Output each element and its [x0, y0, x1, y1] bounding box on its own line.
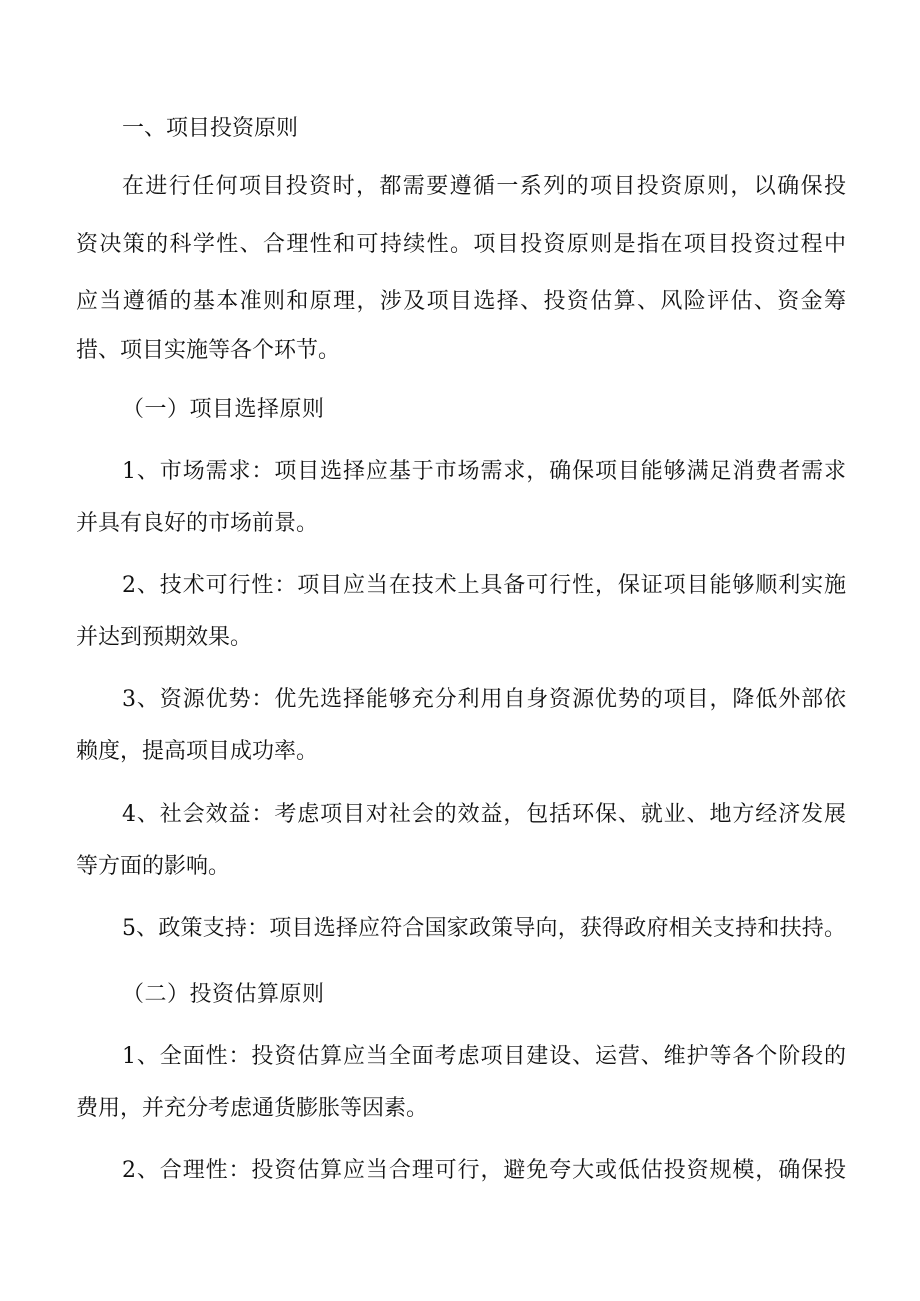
section-heading: 一、项目投资原则 — [122, 116, 299, 141]
paragraph-line: 费用，并充分考虑通货膨胀等因素。 — [76, 1096, 429, 1121]
paragraph-line: 1、全面性：投资估算应当全面考虑项目建设、运营、维护等各个阶段的 — [122, 1044, 846, 1069]
paragraph-line: 1、市场需求：项目选择应基于市场需求，确保项目能够满足消费者需求 — [122, 459, 846, 484]
paragraph-line: 2、合理性：投资估算应当合理可行，避免夸大或低估投资规模，确保投 — [122, 1158, 846, 1183]
paragraph-line: 应当遵循的基本准则和原理，涉及项目选择、投资估算、风险评估、资金筹 — [76, 289, 846, 314]
paragraph-line: 4、社会效益：考虑项目对社会的效益，包括环保、就业、地方经济发展 — [122, 802, 846, 827]
paragraph-line: 在进行任何项目投资时，都需要遵循一系列的项目投资原则，以确保投 — [122, 174, 846, 199]
paragraph-line: 资决策的科学性、合理性和可持续性。项目投资原则是指在项目投资过程中 — [76, 232, 846, 257]
paragraph-line: 并具有良好的市场前景。 — [76, 511, 319, 536]
paragraph-line: 赖度，提高项目成功率。 — [76, 739, 319, 764]
paragraph-line: 措、项目实施等各个环节。 — [76, 338, 341, 363]
subsection-title: （二）投资估算原则 — [122, 982, 325, 1007]
paragraph-line: 等方面的影响。 — [76, 854, 231, 879]
paragraph-line: 5、政策支持：项目选择应符合国家政策导向，获得政府相关支持和扶持。 — [122, 916, 846, 941]
paragraph-line: 3、资源优势：优先选择能够充分利用自身资源优势的项目，降低外部依 — [122, 687, 846, 712]
paragraph-line: 2、技术可行性：项目应当在技术上具备可行性，保证项目能够顺利实施 — [122, 573, 846, 598]
paragraph-line: 并达到预期效果。 — [76, 625, 253, 650]
subsection-title: （一）项目选择原则 — [122, 397, 325, 422]
